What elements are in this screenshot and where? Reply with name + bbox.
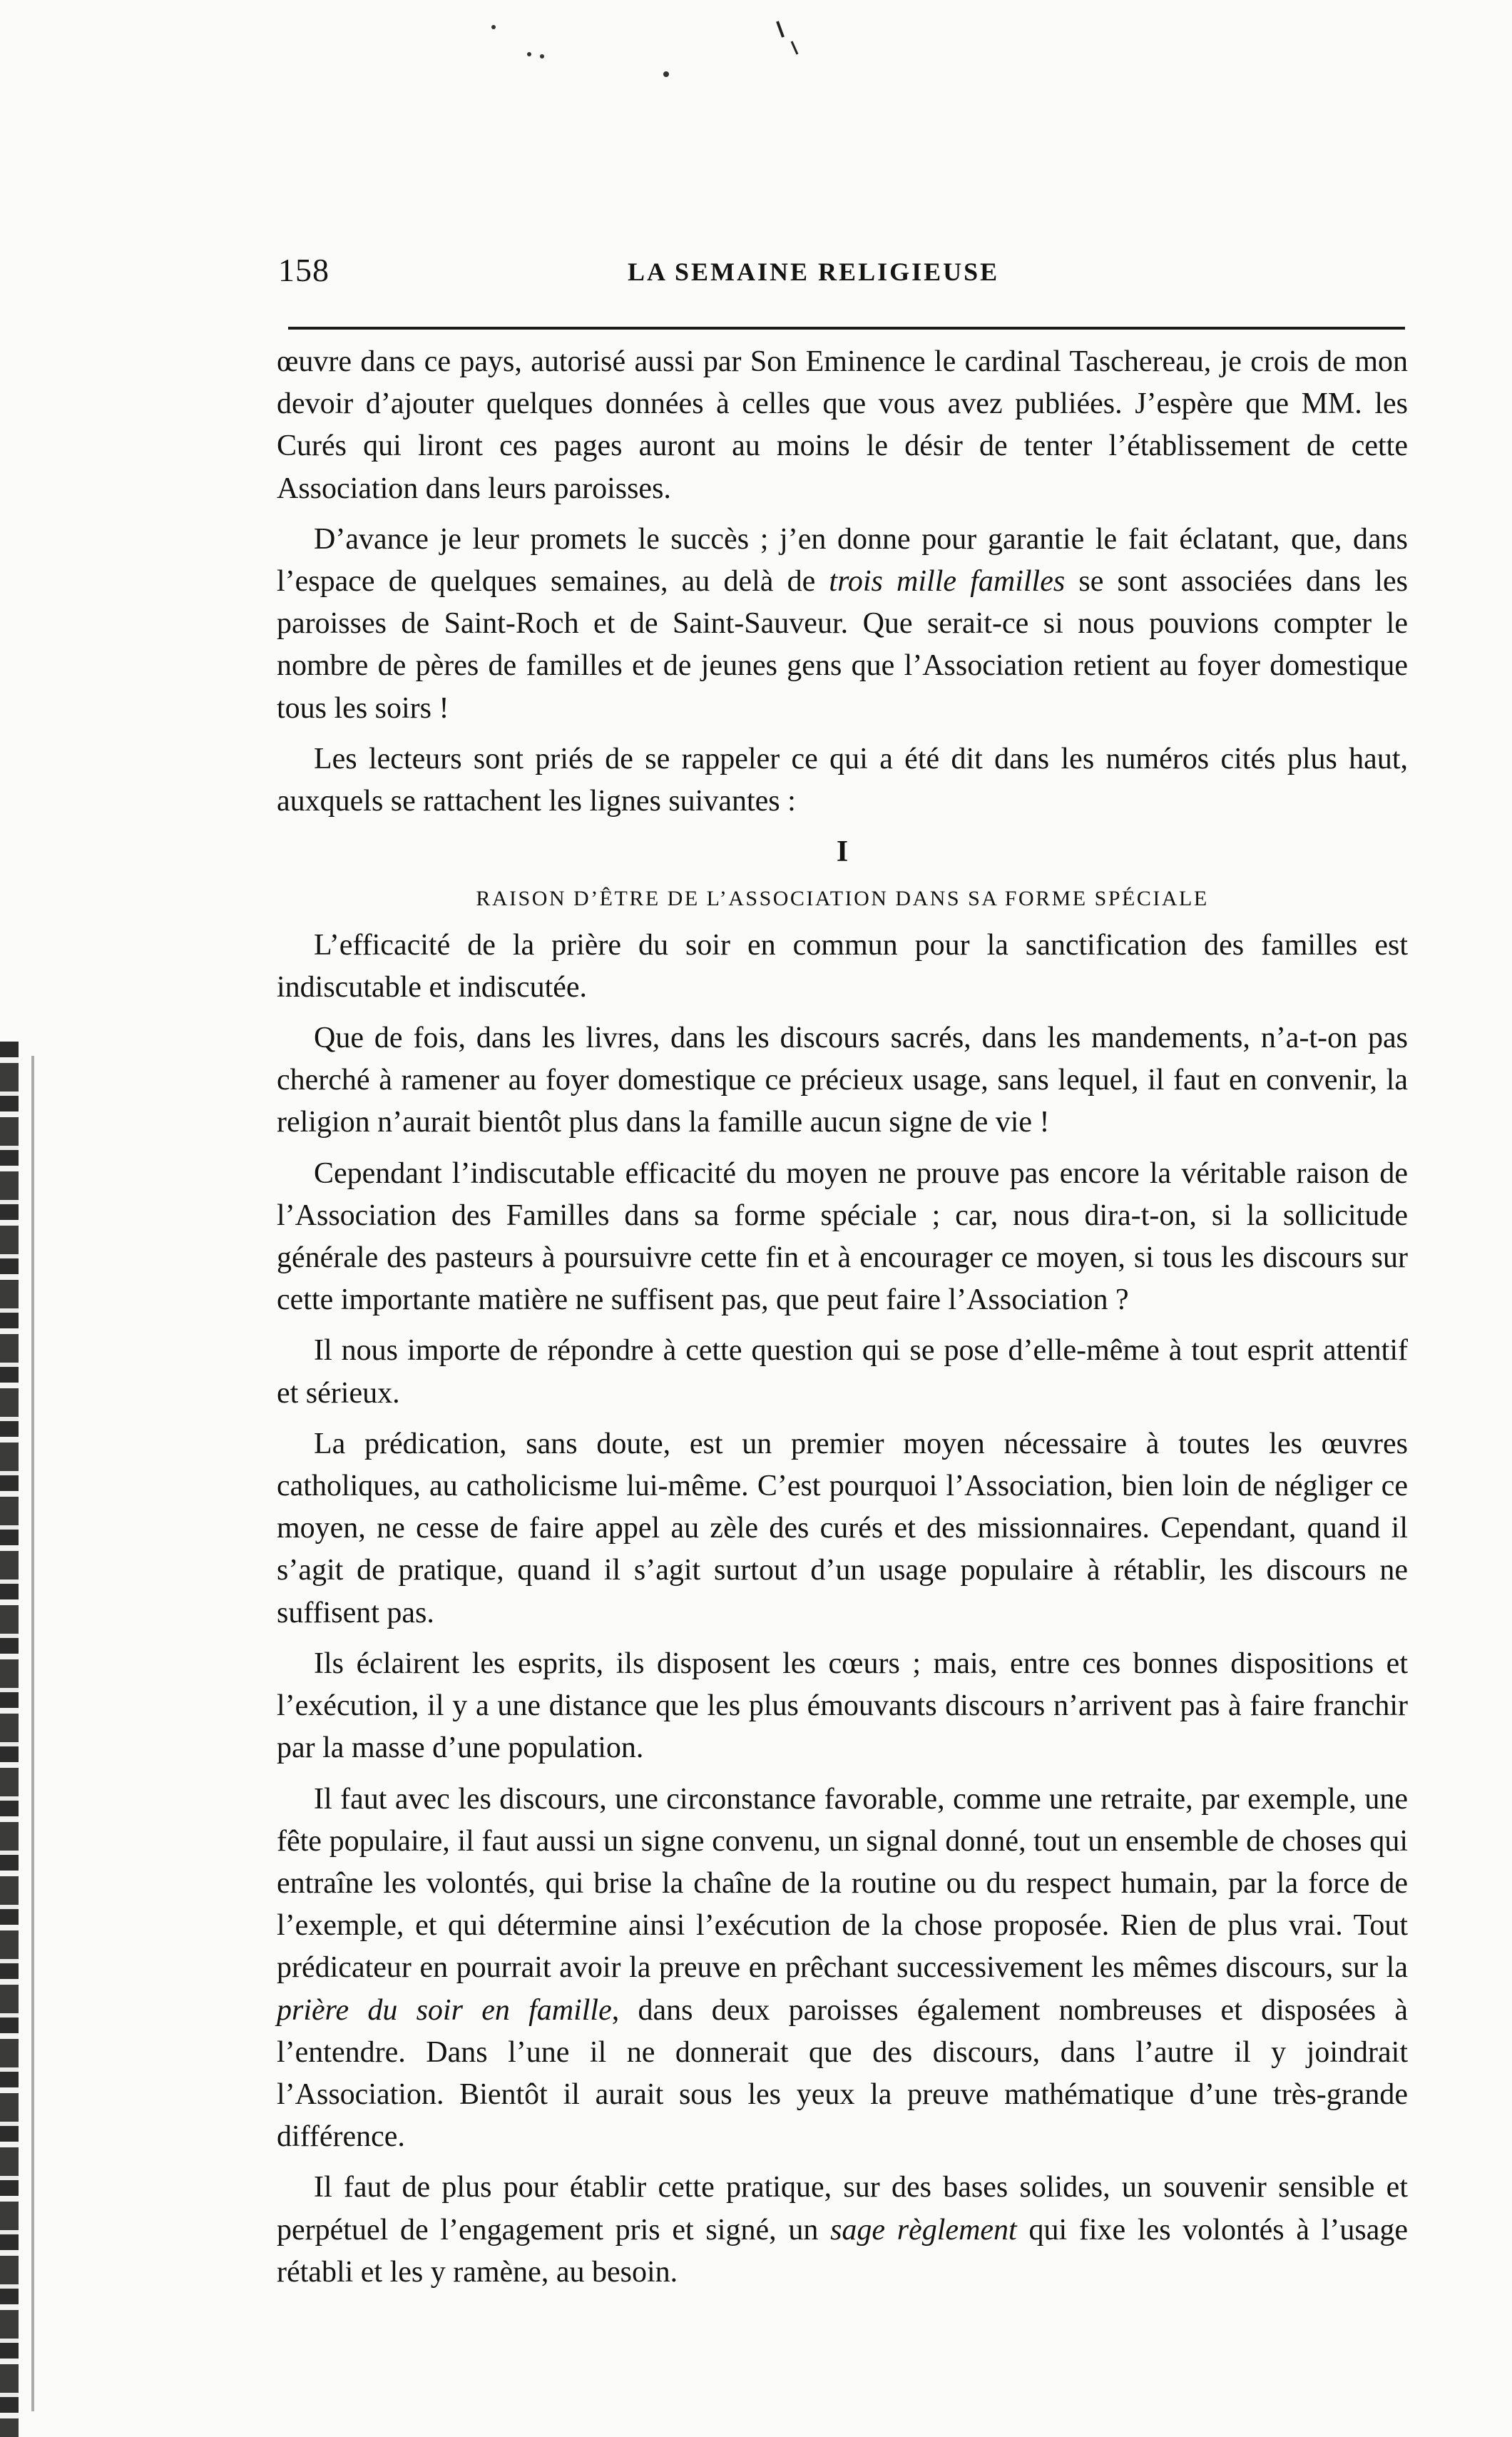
paragraph: Ils éclairent les esprits, ils disposent les cœurs ; mais, entre ces bonnes dispositions et l’exécution, il y a une distance que les plus émouvants discours n’arrivent pas à faire franchir par la masse d’une population. xyxy=(277,1647,1408,1765)
paragraph: Il faut avec les discours, une circonstance favorable, comme une retraite, par exemple, une fête populaire, il faut aussi un signe convenu, un signal donné, tout un ensemble de choses qui entraîne les volontés, qui brise la chaîne de la routine ou du respect humain, par la force de l’exemple, et qui détermine ainsi l’exécution de la chose proposée. Rien de plus vrai. Tout prédicateur en pourrait avoir la preuve en prêchant successivement les mêmes discours, sur la prière du soir en famille, dans deux paroisses également nombreuses et disposées à l’entendre. Dans l’une il ne donnerait que des discours, dans l’autre il y joindrait l’Association. Bientôt il aurait sous les yeux la preuve mathématique d’une très-grande différence. xyxy=(277,1782,1409,2154)
scan-specks xyxy=(0,0,1512,143)
paragraph: Il nous importe de répondre à cette question qui se pose d’elle-même à tout esprit attentif et sérieux. xyxy=(277,1334,1408,1410)
section-heading: RAISON D’ÊTRE DE L’ASSOCIATION DANS SA FORME SPÉCIALE xyxy=(476,887,1209,911)
section-number: I xyxy=(836,835,849,869)
page-number: 158 xyxy=(278,252,330,288)
paragraph: œuvre dans ce pays, autorisé aussi par Son Eminence le cardinal Taschereau, je crois de mon devoir d’ajouter quelques données à celles que vous avez publiées. J’espère que MM. les Curés qui liront ces pages auront au moins le désir de tenter l’établissement de cette Association dans leurs paroisses. xyxy=(277,345,1408,505)
paragraph: Les lecteurs sont priés de se rappeler ce qui a été dit dans les numéros cités plus haut, auxquels se rattachent les lignes suivantes : xyxy=(277,742,1408,818)
paragraph: Que de fois, dans les livres, dans les discours sacrés, dans les mandements, n’a-t-on pas cherché à ramener au foyer domestique ce précieux usage, sans lequel, il faut en convenir, la religion n’aurait bientôt plus dans la famille aucun signe de vie ! xyxy=(277,1022,1408,1139)
paragraph: Il faut de plus pour établir cette pratique, sur des bases solides, un souvenir sensible et perpétuel de l’engagement pris et signé, un sage règlement qui fixe les volontés à l’usage rétabli et les y ramène, au besoin. xyxy=(277,2171,1409,2289)
paragraph: La prédication, sans doute, est un premier moyen nécessaire à toutes les œuvres catholiques, au catholicisme lui-même. C’est pourquoi l’Association, bien loin de négliger ce moyen, ne cesse de faire appel au zèle des curés et des missionnaires. Cependant, quand il s’agit de pratique, quand il s’agit surtout d’un usage populaire à rétablir, les discours ne suffisent pas. xyxy=(277,1427,1408,1629)
scan-binding-edge xyxy=(0,1042,19,2437)
paragraph: Cependant l’indiscutable efficacité du moyen ne prouve pas encore la véritable raison de l’Association des Familles dans sa forme spéciale ; car, nous dira-t-on, si la sollicitude générale des pasteurs à poursuivre cette fin et à encourager ce moyen, si tous les discours sur cette importante matière ne suffisent pas, que peut faire l’Association ? xyxy=(277,1156,1408,1317)
article-body xyxy=(277,341,1408,2302)
page-header xyxy=(278,251,1405,297)
header-rule xyxy=(288,327,1405,330)
scan-binding-line xyxy=(31,1056,34,2411)
paragraph: L’efficacité de la prière du soir en commun pour la sanctification des familles est indiscutable et indiscutée. xyxy=(277,928,1408,1004)
paragraph: D’avance je leur promets le succès ; j’en donne pour garantie le fait éclatant, que, dans l’espace de quelques semaines, au delà de trois mille familles se sont associées dans les paroisses de Saint-Roch et de Saint-Sauveur. Que serait-ce si nous pouvions compter le nombre de pères de familles et de jeunes gens que l’Association retient au foyer domestique tous les soirs ! xyxy=(277,522,1408,725)
running-title: LA SEMAINE RELIGIEUSE xyxy=(628,258,1000,286)
